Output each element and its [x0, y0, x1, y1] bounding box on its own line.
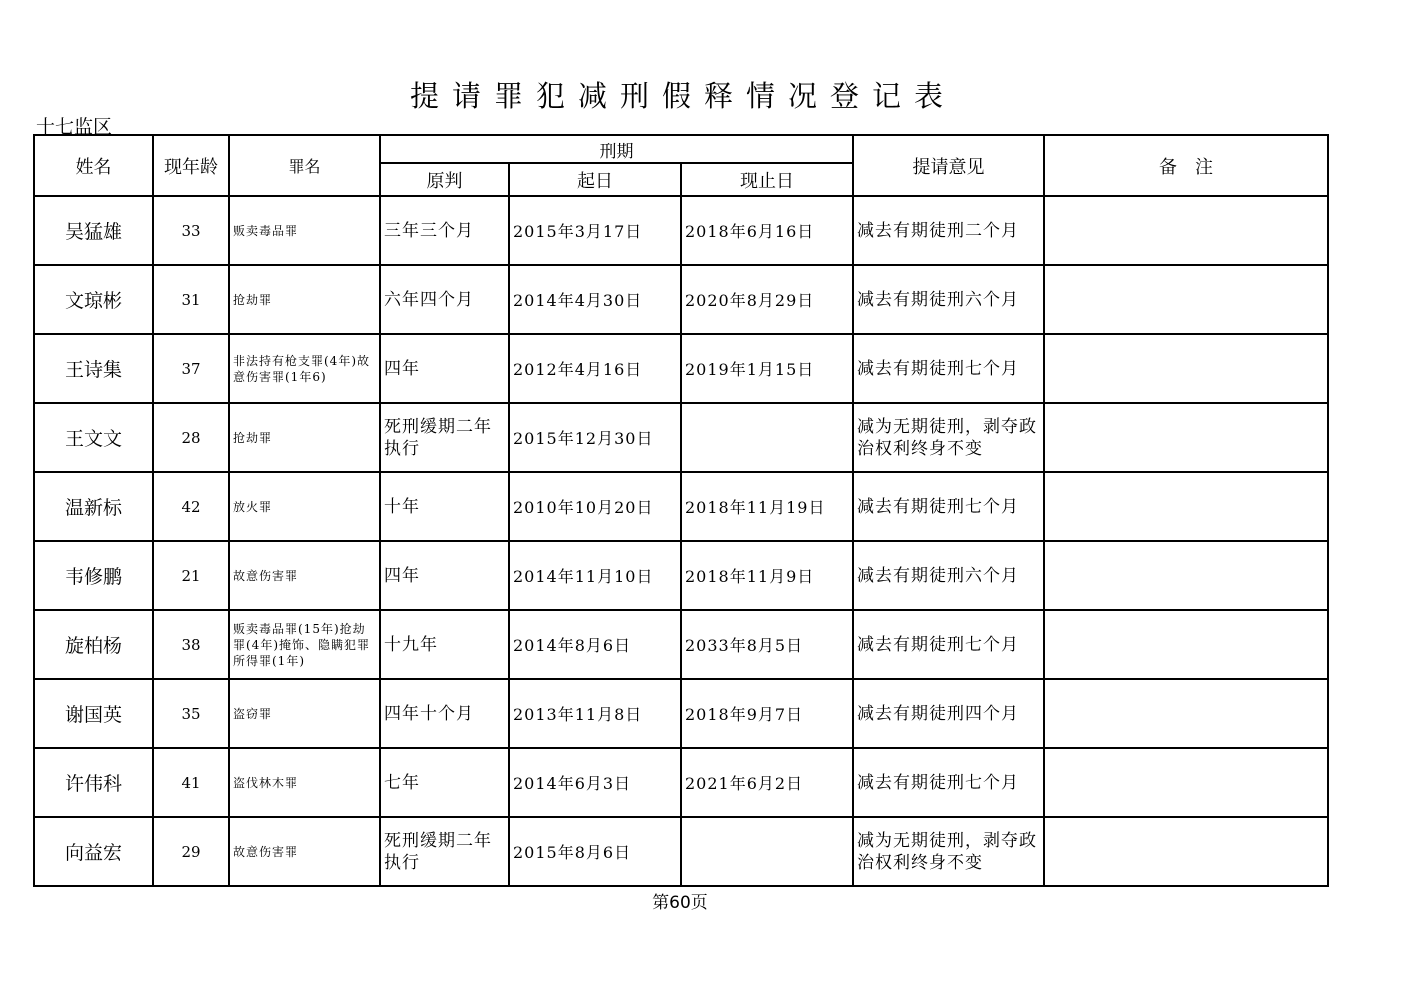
cell-original-sentence: 七年: [380, 748, 509, 817]
cell-opinion: 减去有期徒刑四个月: [853, 679, 1044, 748]
cell-end-date: 2019年1月15日: [681, 334, 853, 403]
cell-age: 21: [153, 541, 229, 610]
cell-name: 韦修鹏: [34, 541, 153, 610]
cell-crime: 盗伐林木罪: [229, 748, 380, 817]
cell-start-date: 2015年12月30日: [509, 403, 681, 472]
cell-name: 文琼彬: [34, 265, 153, 334]
cell-age: 42: [153, 472, 229, 541]
district-label: 十七监区: [36, 116, 113, 138]
cell-name: 吴猛雄: [34, 196, 153, 265]
cell-remark: [1044, 817, 1328, 886]
cell-opinion: 减去有期徒刑七个月: [853, 610, 1044, 679]
cell-age: 33: [153, 196, 229, 265]
cell-remark: [1044, 610, 1328, 679]
cell-name: 谢国英: [34, 679, 153, 748]
cell-name: 向益宏: [34, 817, 153, 886]
header-crime: 罪名: [229, 135, 380, 196]
cell-start-date: 2014年4月30日: [509, 265, 681, 334]
cell-crime: 贩卖毒品罪: [229, 196, 380, 265]
header-term: 刑期: [380, 135, 853, 163]
cell-crime: 抢劫罪: [229, 403, 380, 472]
cell-end-date: 2018年6月16日: [681, 196, 853, 265]
table-row: [34, 610, 1328, 679]
cell-age: 35: [153, 679, 229, 748]
page-number: 第60页: [652, 893, 708, 913]
cell-name: 王文文: [34, 403, 153, 472]
cell-end-date: [681, 403, 853, 472]
cell-start-date: 2014年6月3日: [509, 748, 681, 817]
register-table: [33, 134, 1329, 887]
cell-age: 28: [153, 403, 229, 472]
cell-original-sentence: 死刑缓期二年执行: [380, 817, 509, 886]
cell-end-date: 2021年6月2日: [681, 748, 853, 817]
cell-crime: 故意伤害罪: [229, 541, 380, 610]
header-original: 原判: [380, 163, 509, 196]
header-end: 现止日: [681, 163, 853, 196]
cell-start-date: 2015年3月17日: [509, 196, 681, 265]
cell-end-date: 2018年11月9日: [681, 541, 853, 610]
cell-start-date: 2010年10月20日: [509, 472, 681, 541]
header-name: 姓名: [34, 135, 153, 196]
cell-start-date: 2012年4月16日: [509, 334, 681, 403]
cell-age: 29: [153, 817, 229, 886]
cell-start-date: 2014年11月10日: [509, 541, 681, 610]
cell-end-date: 2020年8月29日: [681, 265, 853, 334]
cell-name: 旋柏杨: [34, 610, 153, 679]
cell-start-date: 2015年8月6日: [509, 817, 681, 886]
cell-opinion: 减去有期徒刑六个月: [853, 541, 1044, 610]
cell-remark: [1044, 679, 1328, 748]
cell-opinion: 减去有期徒刑七个月: [853, 472, 1044, 541]
page-title: 提请罪犯减刑假释情况登记表: [409, 79, 956, 113]
cell-opinion: 减去有期徒刑七个月: [853, 748, 1044, 817]
cell-name: 许伟科: [34, 748, 153, 817]
cell-end-date: 2033年8月5日: [681, 610, 853, 679]
table-row: [34, 403, 1328, 472]
cell-crime: 盗窃罪: [229, 679, 380, 748]
header-opinion: 提请意见: [853, 135, 1044, 196]
cell-original-sentence: 三年三个月: [380, 196, 509, 265]
cell-opinion: 减为无期徒刑，剥夺政治权利终身不变: [853, 817, 1044, 886]
cell-opinion: 减为无期徒刑，剥夺政治权利终身不变: [853, 403, 1044, 472]
cell-remark: [1044, 541, 1328, 610]
cell-remark: [1044, 472, 1328, 541]
cell-original-sentence: 十九年: [380, 610, 509, 679]
cell-opinion: 减去有期徒刑七个月: [853, 334, 1044, 403]
cell-age: 31: [153, 265, 229, 334]
table-row: [34, 196, 1328, 265]
cell-original-sentence: 死刑缓期二年执行: [380, 403, 509, 472]
cell-original-sentence: 十年: [380, 472, 509, 541]
table-row: [34, 748, 1328, 817]
cell-name: 温新标: [34, 472, 153, 541]
cell-crime: 故意伤害罪: [229, 817, 380, 886]
cell-remark: [1044, 265, 1328, 334]
cell-remark: [1044, 748, 1328, 817]
cell-crime: 抢劫罪: [229, 265, 380, 334]
cell-end-date: 2018年11月19日: [681, 472, 853, 541]
cell-crime: 放火罪: [229, 472, 380, 541]
cell-original-sentence: 四年: [380, 334, 509, 403]
cell-age: 41: [153, 748, 229, 817]
cell-opinion: 减去有期徒刑六个月: [853, 265, 1044, 334]
cell-end-date: [681, 817, 853, 886]
header-remark: 备 注: [1044, 135, 1328, 196]
header-start: 起日: [509, 163, 681, 196]
table-body: [34, 196, 1328, 886]
cell-start-date: 2013年11月8日: [509, 679, 681, 748]
table-row: [34, 817, 1328, 886]
cell-remark: [1044, 334, 1328, 403]
cell-remark: [1044, 196, 1328, 265]
cell-remark: [1044, 403, 1328, 472]
header-age: 现年龄: [153, 135, 229, 196]
cell-opinion: 减去有期徒刑二个月: [853, 196, 1044, 265]
cell-original-sentence: 四年十个月: [380, 679, 509, 748]
cell-original-sentence: 六年四个月: [380, 265, 509, 334]
table-row: [34, 541, 1328, 610]
cell-name: 王诗集: [34, 334, 153, 403]
cell-start-date: 2014年8月6日: [509, 610, 681, 679]
table-row: [34, 265, 1328, 334]
cell-age: 38: [153, 610, 229, 679]
cell-crime: 非法持有枪支罪(4年)故意伤害罪(1年6): [229, 334, 380, 403]
cell-end-date: 2018年9月7日: [681, 679, 853, 748]
cell-age: 37: [153, 334, 229, 403]
cell-crime: 贩卖毒品罪(15年)抢劫罪(4年)掩饰、隐瞒犯罪所得罪(1年): [229, 610, 380, 679]
table-row: [34, 334, 1328, 403]
table-row: [34, 472, 1328, 541]
table-row: [34, 679, 1328, 748]
cell-original-sentence: 四年: [380, 541, 509, 610]
